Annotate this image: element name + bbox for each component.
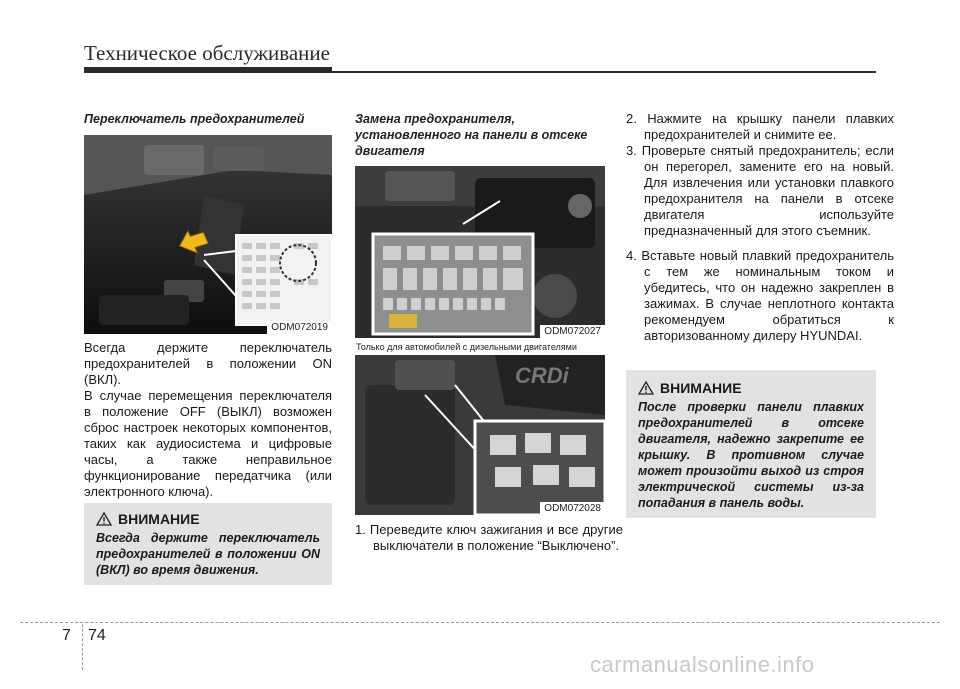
warning-title: ВНИМАНИЕ xyxy=(660,380,742,396)
warning-box xyxy=(626,370,876,518)
image-caption: Только для автомобилей с дизельными двигателями xyxy=(356,342,577,352)
watermark: carmanualsonline.info xyxy=(590,652,815,677)
paragraph: В случае перемещения переключателя в положение OFF (ВЫКЛ) возможен сброс настроек некоторых компонентов, таких как аудиосистема и цифровые часы, а также неправильное функционирование передатчика (или электронного ключа). xyxy=(84,388,332,499)
yellow-arrow-icon xyxy=(176,225,212,255)
warning-text: После проверки панели плавких предохранителей в отсеке двигателя, надежно закрепите ее крышку. В противном случае может произойти выход из строя электрической системы из-за попадания в панель воды. xyxy=(638,400,864,510)
step-item: 2. Нажмите на крышку панели плавких предохранителей и снимите ее. xyxy=(626,111,894,142)
header-rule xyxy=(332,71,876,73)
engine-fuse-photo xyxy=(355,166,605,338)
chapter-number: 7 xyxy=(62,627,71,644)
header-bar xyxy=(84,67,332,73)
fuse-replace-heading: Замена предохранителя, установленного на панели в отсеке двигателя xyxy=(355,112,588,158)
svg-text:CRDi: CRDi xyxy=(515,363,569,388)
warning-header xyxy=(96,511,320,527)
step-item: 1. Переведите ключ зажигания и все другие выключатели в положение “Выключено”. xyxy=(355,522,623,553)
image-code: ODM072019 xyxy=(267,321,332,334)
step-item: 4. Вставьте новый плавкий предохранитель с тем же номинальным током и убедитесь, что он надежно закреплен в зажимах. В случае неплотного контакта рекомендуем обратиться к авторизованному дилеру HYUNDAI. xyxy=(626,248,894,343)
paragraph: Всегда держите переключатель предохранителей в положении ON (ВКЛ). xyxy=(84,340,332,387)
warning-triangle-icon xyxy=(96,512,112,526)
page-number: 74 xyxy=(88,627,106,644)
section-title: Техническое обслуживание xyxy=(84,41,330,65)
warning-header xyxy=(638,380,864,396)
warning-box xyxy=(84,503,332,585)
fuse-switch-heading: Переключатель предохранителей xyxy=(84,112,305,126)
step-item: 3. Проверьте снятый предохранитель; если он перегорел, замените его на новый. Для извлечения или установки плавкого предохранителя на панели в отсеке двигателя используйте предназначенный для этого съемник. xyxy=(626,143,894,238)
image-code: ODM072028 xyxy=(540,502,605,515)
footer-divider xyxy=(20,622,940,623)
warning-triangle-icon xyxy=(638,381,654,395)
warning-text: Всегда держите переключатель предохранителей в положении ON (ВКЛ) во время движения. xyxy=(96,531,320,577)
warning-title: ВНИМАНИЕ xyxy=(118,511,200,527)
image-code: ODM072027 xyxy=(540,325,605,338)
fuse-switch-photo xyxy=(84,135,332,334)
diesel-fuse-photo xyxy=(355,355,605,515)
footer-vertical-divider xyxy=(82,624,83,670)
